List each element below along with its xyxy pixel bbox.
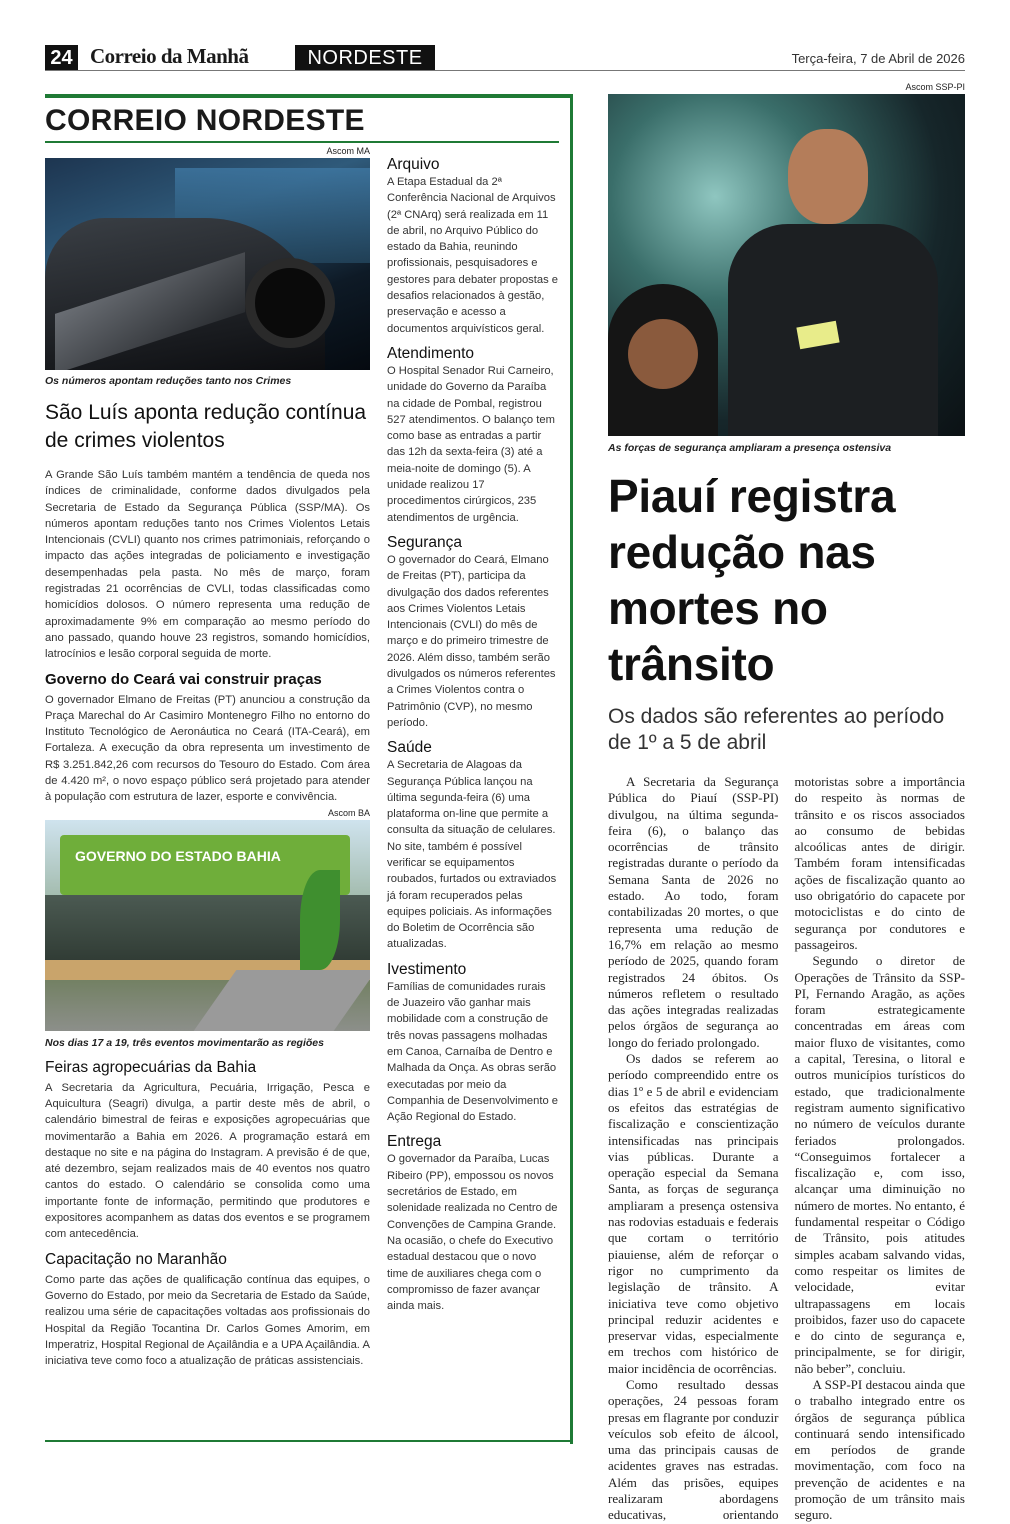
note-title: Saúde [387,739,432,757]
photo-caption: Nos dias 17 a 19, três eventos movimentarão as regiões [45,1036,324,1049]
police-car-photo [45,158,370,370]
section-label: NORDESTE [295,45,435,71]
note-title: Arquivo [387,156,440,173]
note [387,1133,559,1314]
photo-credit: Ascom MA [326,146,370,156]
article-subheadline: Os dados são referentes ao período de 1º a 5 de abril [608,705,945,754]
note [387,345,559,526]
note-body: O governador do Ceará, Elmano de Freitas (PT), participa da divulgação dos dados referentes aos Crimes Violentos Letais Intencionais (CVLI) do mês de março e do primeiro trimestre de 2026. Além disso, também serão divulgados os números referentes a Crimes Violentos contra o Patrimônio (CVP), no mesmo período. [387,553,556,729]
box-top-rule [45,94,573,98]
note-body: O governador da Paraíba, Lucas Ribeiro (PP), empossou os novos secretários de Estado, em solenidade realizada no Centro de Convenções de Campina Grande. Na ocasião, o chefe do Executivo estadual destacou que o novo time de auxiliares chega com o compromisso de fazer avançar ainda mais. [387,1153,558,1313]
paragraph: Como resultado dessas operações, 24 pessoas foram presas em flagrante por conduzir veículos sob efeito de álcool, uma das principais causas de acidentes graves nas estradas. Além das prisões, equipes realizaram abordagens educativas, orientando motoristas sobre a importância do respeito às normas de trânsito e os riscos associados ao consumo de bebidas alcoólicas antes de dirigir. Também foram intensificadas ações de fiscalização quanto ao uso obrigatório do capacete por motociclistas e do cinto de segurança por condutores e passageiros. [608,774,965,1523]
article-body: A Grande São Luís também mantém a tendência de queda nos índices de criminalidade, conforme dados divulgados pela Secretaria de Estado da Segurança Pública (SSP/MA). Os números apontam reduções tanto nos Crimes Violentos Letais Intencionais (CVLI) quanto nos crimes patrimoniais, reforçando o impacto das ações integradas de policiamento e investigação desempenhadas pela pasta. No mês de março, foram registradas 21 ocorrências de CVLI, todas classificadas como homicídios dolosos. O número representa uma redução de aproximadamente 9% em comparação ao mesmo período do ano passado, quando houve 23 registros, somando homicídios, latrocínios e lesão corporal seguida de morte. [45,469,370,661]
photo-caption: Os números apontam reduções tanto nos Crimes [45,375,292,387]
article-title: Governo do Ceará vai construir praças [45,670,322,688]
traffic-stop-photo [608,94,965,436]
fair-photo [45,820,370,1031]
article-title: São Luís aponta redução contínua de crimes violentos [45,401,367,452]
newspaper-logo: Correio da Manhã [90,44,249,68]
note-title: Segurança [387,533,462,551]
note [387,534,559,731]
right-article [608,82,965,1524]
note-title: Atendimento [387,344,475,362]
paragraph: A SSP-PI destacou ainda que o trabalho integrado entre os órgãos de segurança pública continuará sendo intensificado em períodos de grande movimentação, com foco na prevenção de acidentes e na promoção de um trânsito mais seguro. [794,1376,965,1523]
header-divider [45,70,965,71]
paragraph: Segundo o diretor de Operações de Trânsito da SSP-PI, Fernando Aragão, as ações foram estrategicamente concentradas em áreas com maior fluxo de visitantes, como a capital, Teresina, o litoral e outros municípios turísticos do estado, que tradicionalmente registram aumento significativo no número de veículos durante feriados prolongados. “Conseguimos fortalecer a fiscalização e, com isso, alcançar uma diminuição no número de mortes. No entanto, é fundamental respeitar o Código de Trânsito, pois atitudes simples acabam salvando vidas, como respeitar os limites de velocidade, evitar ultrapassagens em locais proibidos, fazer uso do capacete e do cinto de segurança e, principalmente, se for dirigir, não beber”, concluiu. [794,953,965,1376]
box-title: CORREIO NORDESTE [45,104,365,137]
left-column [45,146,370,1369]
note-body: O Hospital Senador Rui Carneiro, unidade do Governo da Paraíba na cidade de Pombal, registrou 527 atendimentos. O balanço tem como base as entradas a partir das 12h da sexta-feira (3) até a meia-noite de domingo (5). A unidade realizou 17 procedimentos cirúrgicos, 235 atendimentos de urgência. [387,364,555,524]
box-bottom-rule [45,1440,573,1442]
box-title-rule [45,141,559,143]
note-title: Entrega [387,1133,442,1151]
box-right-rule [570,94,573,1444]
note-title: Ivestimento [387,960,467,978]
note [387,156,559,337]
paragraph: A Secretaria da Segurança Pública do Piauí (SSP-PI) divulgou, na última segunda-feira (6), o balanço das ocorrências de trânsito registradas durante o período da Semana Santa de 2026 no estado. Ao todo, foram contabilizadas 20 mortes, o que representa uma redução de 16,7% em relação ao mesmo período de 2025, quando foram registrados 24 óbitos. Os números refletem o resultado das ações integradas realizadas pelos órgãos de segurança ao longo do feriado prolongado. [608,774,779,1050]
page-number: 24 [45,45,78,71]
note [387,739,559,953]
article-body [608,774,965,1524]
article-title: Capacitação no Maranhão [45,1250,227,1268]
article-title: Feiras agropecuárias da Bahia [45,1058,257,1076]
article-body: Como parte das ações de qualificação contínua das equipes, o Governo do Estado, por meio da Secretaria de Estado da Saúde, realizou uma série de capacitações voltadas aos profissionais do Hospital da Região Tocantina Dr. Carlos Gomes Amorim, em Imperatriz, Hospital Regional de Açailândia e a UPA Açailândia. A iniciativa teve como foco a atualização de práticas assistenciais. [45,1273,370,1368]
issue-date: Terça-feira, 7 de Abril de 2026 [791,51,965,66]
note-body: Famílias de comunidades rurais de Juazeiro vão ganhar mais mobilidade com a construção de três novas passagens molhadas em Canoa, Carnaíba de Dentro e Malhada da Onça. As obras serão executadas por meio da Companhia de Desenvolvimento e Ação Regional do Estado. [387,980,559,1124]
note-body: A Etapa Estadual da 2ª Conferência Nacional de Arquivos (2ª CNArq) será realizada em 11 de abril, no Arquivo Público do estado da Bahia, reunindo profissionais, pesquisadores e gestores para debater propostas e desafios relacionados à gestão, preservação e acesso a documentos arquivísticos geral. [387,176,559,335]
notes-column [387,156,559,1314]
photo-credit: Ascom BA [327,807,370,818]
fair-sign: GOVERNO DO ESTADO BAHIA [75,847,281,864]
article-body: O governador Elmano de Freitas (PT) anunciou a construção da Praça Marechal do Ar Casimiro Montenegro Filho no entorno do Instituto Tecnológico de Aeronáutica no Ceará (ITA-Ceará), em Fortaleza. A execução da obra representa um investimento de R$ 3.251.842,26 com recursos do Tesouro do Estado. Com área de 4.420 m², o novo espaço público será projetado para atender à população com estrutura de lazer, esporte e convivência. [45,693,370,804]
article-headline: Piauí registra redução nas mortes no trânsito [608,470,896,690]
photo-caption: As forças de segurança ampliaram a presença ostensiva [608,442,892,454]
note-body: A Secretaria de Alagoas da Segurança Pública lançou na última segunda-feira (6) uma plataforma on-line que permite a consulta da situação de celulares. No site, também é possível verificar se equipamentos roubados, furtados ou extraviados já foram recuperados pelas equipes policiais. As informações do Boletim de Ocorrência são atualizadas. [387,759,557,951]
photo-credit: Ascom SSP-PI [905,82,965,92]
article-body: A Secretaria da Agricultura, Pecuária, Irrigação, Pesca e Aquicultura (Seagri) divulga, a partir deste mês de abril, o calendário bimestral de feiras e exposições agropecuárias que movimentarão a Bahia em 2026. A programação estará em destaque no site e na página do Instagram. A previsão é de que, até dezembro, sejam realizados mais de 40 eventos nos quatro cantos do estado. O calendário se consolida como uma importante fonte de informação, permitindo que produtores e expositores acompanhem as datas dos eventos e se programem com antecedência. [45,1081,370,1241]
paragraph: Os dados se referem ao período compreendido entre os dias 1º e 5 de abril e evidenciam os efeitos das estratégias de fiscalização e conscientização intensificadas nas principais vias públicas. Durante a operação especial da Semana Santa, as forças de segurança ampliaram a presença ostensiva nas rodovias estaduais e federais que cortam o território piauiense, além de reforçar o rigor no cumprimento da legislação de trânsito. A iniciativa teve como objetivo principal reduzir acidentes e preservar vidas, especialmente em trechos com histórico de maior incidência de ocorrências. [608,1051,779,1376]
note [387,961,559,1126]
